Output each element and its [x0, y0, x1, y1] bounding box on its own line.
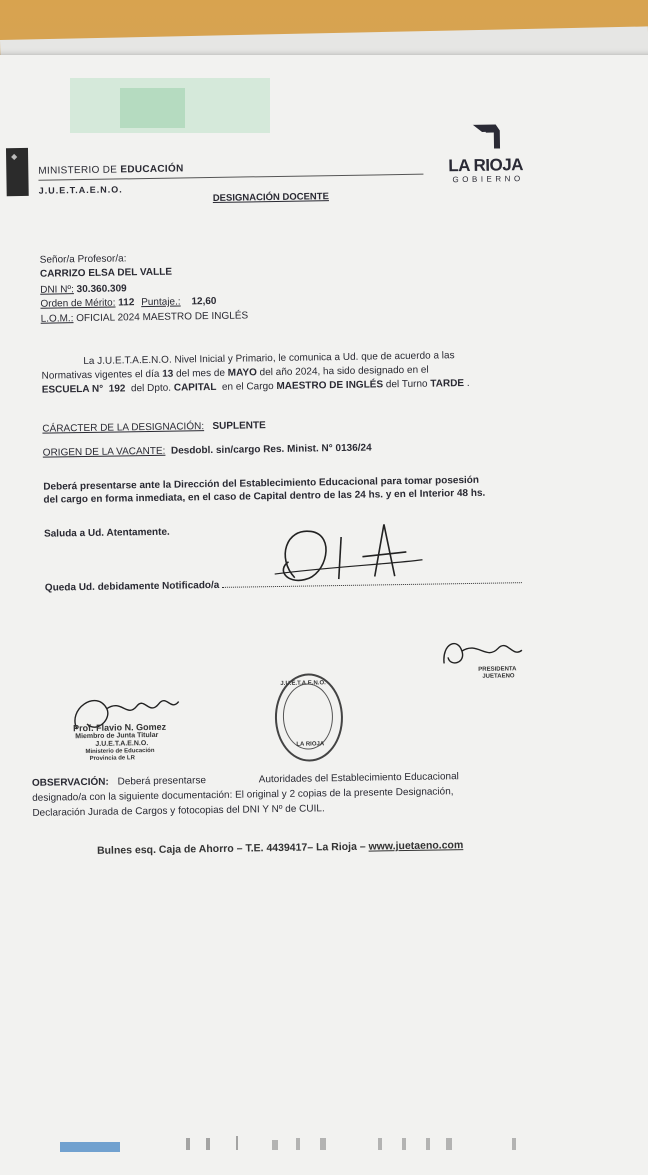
observacion-line-2: designado/a con la siguiente documentación: El original y 2 copias de la presente Designación, — [32, 786, 454, 804]
seal-top-text: J.U.E.T.A.E.N.O. — [280, 680, 326, 687]
stamp-right-office: JUETAENO — [482, 673, 515, 680]
stamp-left-name: Prof. Flavio N. Gomez — [73, 721, 167, 734]
origen-label: ORIGEN DE LA VACANTE: — [42, 445, 166, 459]
stamp-right-role: PRESIDENTA — [478, 666, 517, 673]
stamp-left-province: Provincia de LR — [89, 755, 135, 762]
footer-website: www.juetaeno.com — [368, 839, 464, 853]
observacion-line-1: OBSERVACIÓN: Deberá presentarse Autoridades del Establecimiento Educacional — [31, 771, 459, 789]
observacion-label: OBSERVACIÓN: — [31, 776, 109, 789]
logo-subtitle: GOBIERNO — [452, 174, 524, 185]
orden-row — [40, 296, 216, 310]
la-rioja-logo-icon — [470, 122, 504, 153]
dni-row — [40, 283, 127, 295]
dni-value: 30.360.309 — [76, 283, 127, 296]
header-stripe — [6, 148, 29, 196]
puntaje-value: 12,60 — [191, 295, 217, 308]
caracter-row — [42, 420, 266, 435]
office-name: J.U.E.T.A.E.N.O. — [38, 184, 123, 196]
logo-name: LA RIOJA — [448, 155, 524, 176]
caracter-value: SUPLENTE — [212, 420, 266, 433]
origen-value: Desdobl. sin/cargo Res. Minist. N° 0136/24 — [170, 442, 372, 457]
stamp-left-office: J.U.E.T.A.E.N.O. — [95, 740, 149, 748]
observacion-line-3: Declaración Jurada de Cargos y fotocopias del DNI Y Nº de CUIL. — [32, 803, 325, 819]
stamp-left-role: Miembro de Junta Titular — [75, 731, 159, 741]
lom-label: L.O.M.: — [40, 313, 74, 325]
official-seal-inner — [282, 683, 333, 750]
recipient-signature — [266, 516, 427, 589]
footer-address: Bulnes esq. Caja de Ahorro – T.E. 4439417– La Rioja – www.juetaeno.com — [96, 839, 464, 857]
ministry-name: MINISTERIO DE EDUCACIÓN — [38, 163, 184, 177]
body-line-1: La J.U.E.T.A.E.N.O. Nivel Inicial y Primario, le comunica a Ud. que de acuerdo a las — [83, 350, 455, 368]
caracter-label: CÁRACTER DE LA DESIGNACIÓN: — [42, 421, 205, 435]
lom-value: OFICIAL 2024 MAESTRO DE INGLÉS — [76, 310, 249, 325]
body-line-3: ESCUELA N° 192 del Dpto. CAPITAL en el Cargo MAESTRO DE INGLÉS del Turno TARDE . — [41, 377, 470, 396]
body-line-2: Normativas vigentes el día 13 del mes de MAYO del año 2024, ha sido designado en el — [41, 364, 429, 382]
recipient-name: CARRIZO ELSA DEL VALLE — [39, 266, 173, 280]
puntaje-label: Puntaje.: — [141, 296, 181, 309]
stripe-mark-icon: ◆ — [11, 152, 18, 162]
dni-label: DNI Nº: — [40, 284, 74, 296]
lom-row — [41, 310, 249, 324]
presentarse-line-1: Deberá presentarse ante la Dirección del Establecimiento Educacional para tomar posesión — [43, 474, 480, 493]
stamp-left-ministry: Ministerio de Educación — [85, 747, 155, 756]
bottom-bleed-through — [0, 1132, 648, 1152]
saluda-text: Saluda a Ud. Atentamente. — [43, 526, 170, 540]
salutation: Señor/a Profesor/a: — [39, 253, 127, 266]
presentarse-line-2: del cargo en forma inmediata, en el caso de Capital dentro de las 24 hs. y en el Interior 48 hs. — [43, 487, 486, 506]
origen-row — [43, 443, 372, 459]
seal-bottom-text: LA RIOJA — [296, 741, 325, 748]
orden-label: Orden de Mérito: — [40, 297, 116, 310]
document-title: DESIGNACIÓN DOCENTE — [212, 191, 329, 204]
notificado-row: Queda Ud. debidamente Notificado/a — [45, 574, 522, 593]
orden-value: 112 — [118, 297, 135, 309]
